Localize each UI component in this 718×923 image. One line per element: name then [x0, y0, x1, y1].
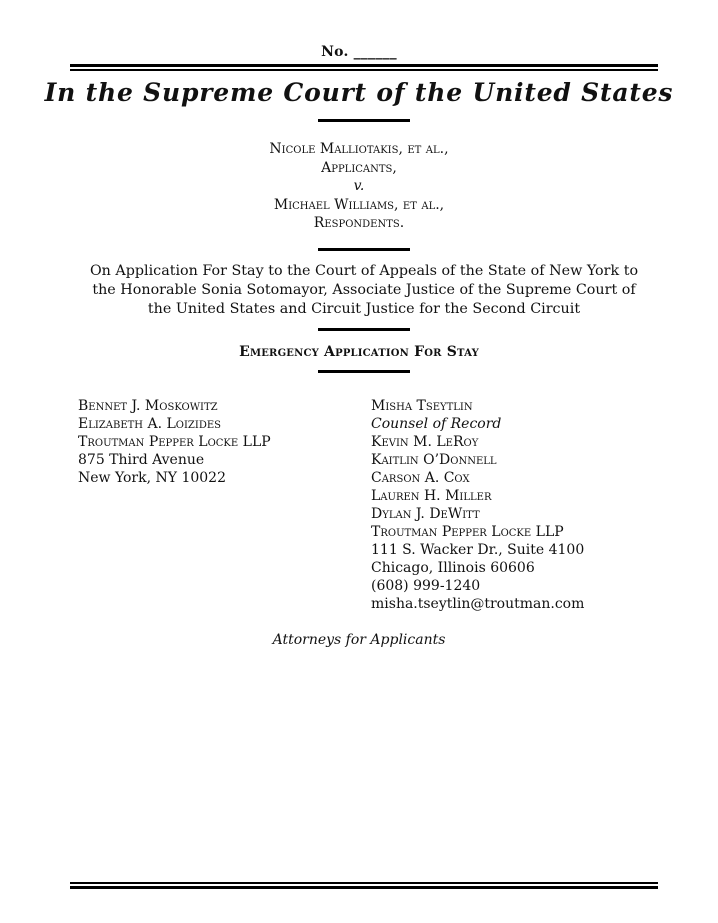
case-caption	[0, 140, 718, 233]
respondents-role: Respondents.	[313, 215, 405, 231]
address-line: 875 Third Avenue	[78, 452, 205, 468]
counsel-block-right	[371, 397, 661, 613]
counsel-name: Carson A. Cox	[371, 470, 470, 486]
separator-rule-4	[318, 370, 410, 373]
counsel-name: Kaitlin O’Donnell	[371, 452, 497, 468]
counsel-name: Lauren H. Miller	[371, 488, 492, 504]
counsel-name: Elizabeth A. Loizides	[78, 416, 221, 432]
separator-rule-1	[318, 119, 410, 122]
attorneys-for-label: Attorneys for Applicants	[272, 632, 446, 648]
top-thin-rule	[70, 69, 658, 71]
applicants-role: Applicants,	[321, 159, 397, 176]
respondents-name: Michael Williams, et al.,	[273, 196, 445, 213]
lead-counsel-name: Misha Tseytlin	[371, 398, 473, 414]
law-firm-name: Troutman Pepper Locke LLP	[371, 524, 564, 540]
law-firm-name: Troutman Pepper Locke LLP	[78, 434, 271, 450]
counsel-of-record-label: Counsel of Record	[371, 416, 502, 432]
bottom-thin-rule	[70, 882, 658, 884]
top-thick-rule	[70, 64, 658, 67]
application-description: On Application For Stay to the Court of Appeals of the State of New York to the Honorable Sonia Sotomayor, Associate Justice of the Supreme Court of the United States and Circuit Justice for the Second Circuit	[89, 263, 639, 317]
address-line: Chicago, Illinois 60606	[371, 560, 535, 576]
address-line: New York, NY 10022	[78, 470, 226, 486]
separator-rule-3	[318, 328, 410, 331]
email-address: misha.tseytlin@troutman.com	[371, 596, 585, 612]
court-title: In the Supreme Court of the United States	[44, 78, 674, 107]
applicants-name: Nicole Malliotakis, et al.,	[269, 141, 449, 157]
versus-label: v.	[353, 178, 365, 194]
phone-number: (608) 999-1240	[371, 578, 481, 594]
counsel-name: Bennet J. Moskowitz	[78, 398, 218, 414]
counsel-name: Kevin M. LeRoy	[371, 434, 479, 450]
counsel-name: Dylan J. DeWitt	[371, 506, 480, 522]
address-line: 111 S. Wacker Dr., Suite 4100	[371, 542, 585, 558]
separator-rule-2	[318, 248, 410, 251]
docket-number: No. ______	[321, 44, 397, 60]
counsel-block-left	[78, 397, 348, 487]
bottom-thick-rule	[70, 886, 658, 889]
document-title: Emergency Application For Stay	[239, 344, 479, 360]
